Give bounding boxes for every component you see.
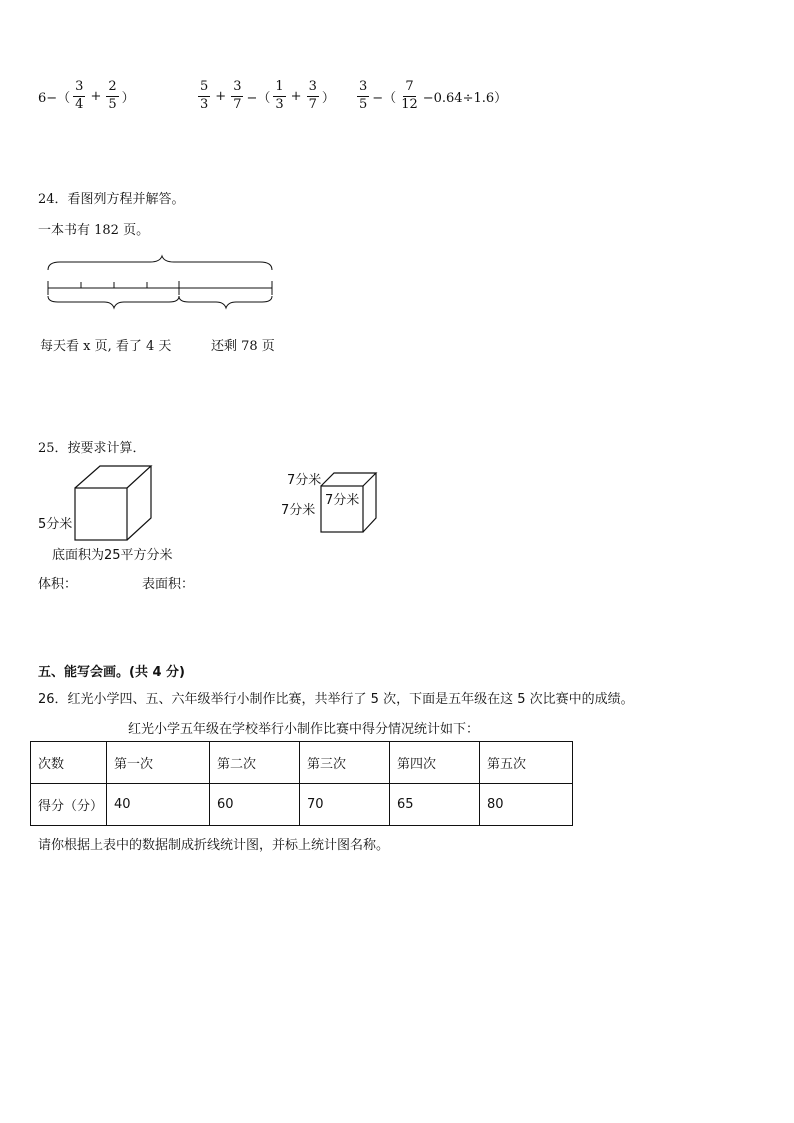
table-cell: 得分（分） [31, 784, 107, 826]
table-cell: 第五次 [480, 742, 573, 784]
table-cell: 80 [480, 784, 573, 826]
table-cell: 次数 [31, 742, 107, 784]
expression-2 [195, 76, 335, 116]
table-row [31, 784, 573, 826]
table-cell: 第三次 [300, 742, 390, 784]
expr1-tail: ） [121, 90, 135, 106]
expression-1 [38, 76, 135, 116]
cube1-base-label: 底面积为25平方分米 [52, 548, 173, 563]
cube-left [70, 462, 160, 544]
fraction: $\frac{2}{5}$ [108, 79, 117, 112]
segment-diagram [38, 252, 283, 312]
table-cell: 第一次 [107, 742, 210, 784]
fraction: $\frac{1}{3}$ [275, 79, 284, 112]
cube2-front-label: 7分米 [325, 493, 360, 508]
q25-title: 25．按要求计算． [38, 441, 146, 456]
cube1-side-label: 5分米 [38, 517, 73, 532]
bottom-brace-left [48, 296, 179, 308]
table-row [31, 742, 573, 784]
expr1-lead: 6−（ [38, 90, 71, 106]
fraction: $\frac{3}{5}$ [359, 79, 368, 112]
operator: + [215, 88, 227, 104]
table-cell: 65 [390, 784, 480, 826]
table-cell: 70 [300, 784, 390, 826]
operator: + [290, 88, 302, 104]
fraction: $\frac{3}{4}$ [75, 79, 84, 112]
q24-label-right: 还剩 78 页 [211, 339, 275, 354]
q26-instruction: 请你根据上表中的数据制成折线统计图，并标上统计图名称。 [38, 838, 390, 853]
q24-label-left: 每天看 x 页, 看了 4 天 [40, 339, 172, 354]
cube2-left-label: 7分米 [281, 503, 316, 518]
table-cell: 40 [107, 784, 210, 826]
q26-intro: 26．红光小学四、五、六年级举行小制作比赛，共举行了 5 次，下面是五年级在这 5 次比赛中的成绩。 [38, 692, 634, 707]
table-cell: 第四次 [390, 742, 480, 784]
q24-given: 一本书有 182 页。 [38, 223, 150, 238]
fraction: $\frac{7}{12}$ [401, 79, 418, 112]
score-table [30, 741, 573, 826]
expr2-tail: ） [321, 90, 335, 106]
expression-3 [354, 76, 507, 116]
operator: + [90, 88, 102, 104]
fraction: $\frac{3}{7}$ [308, 79, 317, 112]
expr3-mid: −（ [372, 90, 397, 106]
q24-title: 24．看图列方程并解答。 [38, 192, 185, 207]
fraction: $\frac{3}{7}$ [233, 79, 242, 112]
table-cell: 第二次 [210, 742, 300, 784]
volume-label: 体积： [38, 577, 78, 592]
surface-area-label: 表面积： [142, 577, 195, 592]
table-cell: 60 [210, 784, 300, 826]
expr2-mid: −（ [246, 90, 271, 106]
top-brace [48, 256, 272, 270]
table-title: 红光小学五年级在学校举行小制作比赛中得分情况统计如下： [128, 722, 480, 737]
fraction: $\frac{5}{3}$ [200, 79, 209, 112]
section-five-title: 五、能写会画。(共 4 分) [38, 665, 185, 680]
expr3-tail: −0.64÷1.6） [422, 90, 508, 106]
cube2-top-label: 7分米 [287, 473, 322, 488]
bottom-brace-right [179, 296, 272, 308]
